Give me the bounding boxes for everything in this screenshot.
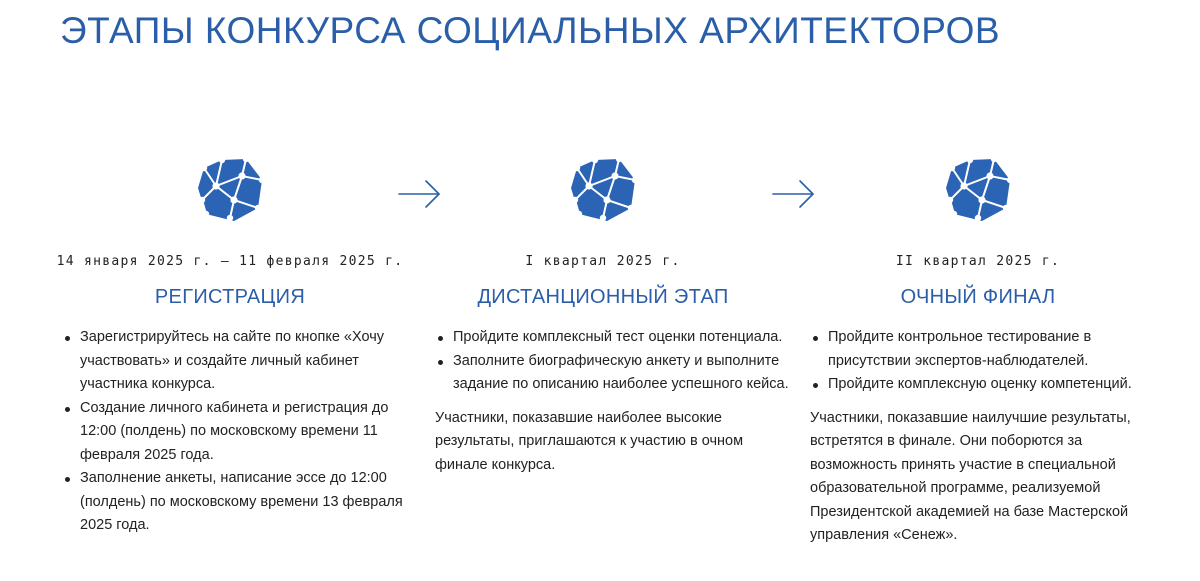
arrow-right-icon [772,178,816,210]
stage-title: ОЧНЫЙ ФИНАЛ [900,286,1056,308]
list-item: Создание личного кабинета и регистрация до 12:00 (полдень) по московскому времени 11 февраля 2025 года. [62,397,422,468]
page-title: ЭТАПЫ КОНКУРСА СОЦИАЛЬНЫХ АРХИТЕКТОРОВ [60,10,1001,51]
stage-bullet-list [810,326,1170,397]
stage-bullet-list [435,326,795,397]
arrow-right-icon [398,178,442,210]
list-item: Пройдите комплексную оценку компетенций. [810,373,1170,397]
network-polyhedron-icon [942,156,1014,224]
network-polyhedron-icon [567,156,639,224]
stage-description [62,326,422,538]
stage-bullet-list [62,326,422,538]
network-polyhedron-icon [194,156,266,224]
list-item: Пройдите контрольное тестирование в присутствии экспертов-наблюдателей. [810,326,1170,373]
stage-date: 14 января 2025 г. — 11 февраля 2025 г. [56,254,404,269]
stage-title: ДИСТАНЦИОННЫЙ ЭТАП [477,286,729,308]
stage-date: II квартал 2025 г. [895,254,1061,269]
list-item: Пройдите комплексный тест оценки потенциала. [435,326,795,350]
stage-date: I квартал 2025 г. [525,254,681,269]
stage-title: РЕГИСТРАЦИЯ [154,286,306,308]
stage-note: Участники, показавшие наиболее высокие результаты, приглашаются к участию в очном финале конкурса. [435,409,744,473]
stage-description [435,326,795,477]
list-item: Заполните биографическую анкету и выполните задание по описанию наиболее успешного кейса. [435,350,795,397]
list-item: Зарегистрируйтесь на сайте по кнопке «Хочу участвовать» и создайте личный кабинет участника конкурса. [62,326,422,397]
list-item: Заполнение анкеты, написание эссе до 12:00 (полдень) по московскому времени 13 февраля 2025 года. [62,467,422,538]
stage-description [810,326,1170,548]
stage-note: Участники, показавшие наилучшие результаты, встретятся в финале. Они поборются за возможность принять участие в специальной образовательной программе, реализуемой Президентской академией на базе Мастерской управления «Сенеж». [810,409,1131,543]
